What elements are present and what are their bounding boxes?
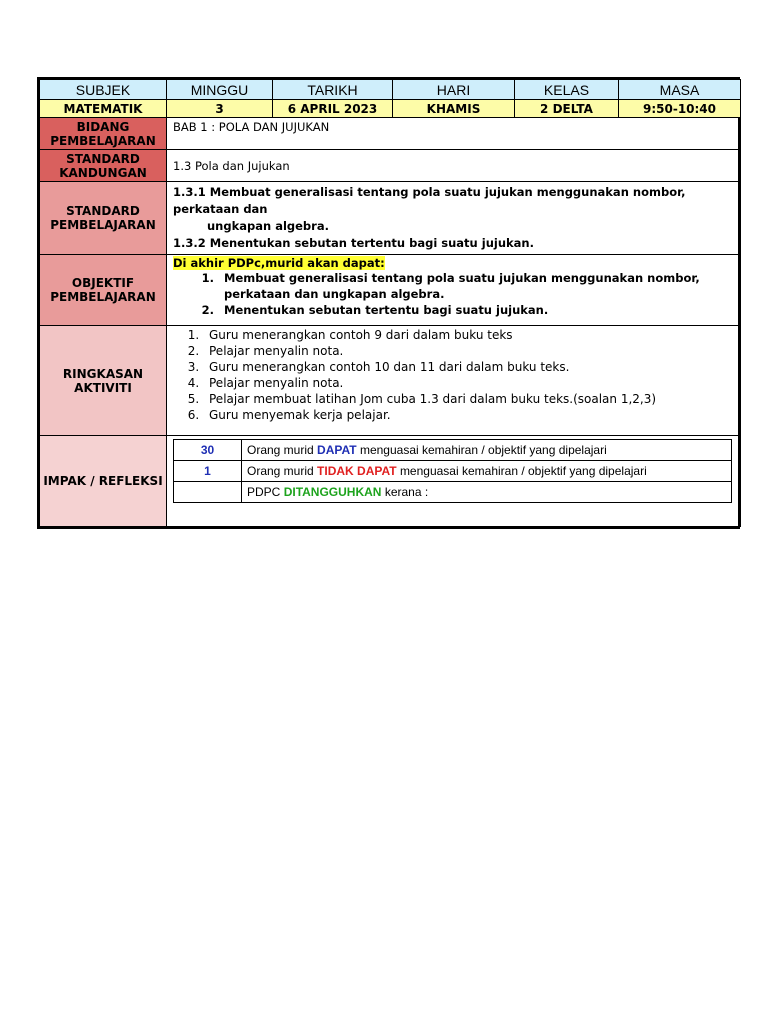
ditangguhkan-post: kerana : [384,485,429,499]
bidang-label: BIDANG PEMBELAJARAN [40,118,167,150]
ditangguhkan-pre: PDPC [247,485,281,499]
value-hari: KHAMIS [393,100,515,118]
objektif-row [40,255,741,326]
ditangguhkan-count [174,482,242,503]
objektif-item: 1. Membuat generalisasi tentang pola suatu jujukan menggunakan nombor, perkataan dan ungkapan algebra. [218,270,734,302]
impak-row-dapat [174,440,732,461]
tidak-dapat-text [242,461,732,482]
ditangguhkan-text [242,482,732,503]
header-labels-row [40,80,741,100]
impak-row-ditangguhkan [174,482,732,503]
objektif-intro: Di akhir PDPc,murid akan dapat: [173,256,385,270]
bidang-row [40,118,741,150]
aktiviti-item: 3. Guru menerangkan contoh 10 dan 11 dari dalam buku teks. [203,359,734,375]
aktiviti-item: 4. Pelajar menyalin nota. [203,375,734,391]
dapat-count: 30 [174,440,242,461]
aktiviti-item: 2. Pelajar menyalin nota. [203,343,734,359]
header-subjek: SUBJEK [40,80,167,100]
impak-table [173,439,732,503]
lesson-plan-table [39,79,741,527]
kandungan-content: 1.3 Pola dan Jujukan [167,150,741,182]
kandungan-label: STANDARD KANDUNGAN [40,150,167,182]
impak-row [40,436,741,527]
standard-line-2: 1.3.2 Menentukan sebutan tertentu bagi suatu jujukan. [173,236,534,250]
header-values-row [40,100,741,118]
bidang-content: BAB 1 : POLA DAN JUJUKAN [167,118,741,150]
header-masa: MASA [619,80,741,100]
lesson-plan-sheet [37,77,740,529]
value-tarikh: 6 APRIL 2023 [273,100,393,118]
impak-content [167,436,741,527]
header-hari: HARI [393,80,515,100]
objektif-label: OBJEKTIF PEMBELAJARAN [40,255,167,326]
aktiviti-content [167,326,741,436]
dapat-text [242,440,732,461]
standard-content [167,182,741,255]
standard-row [40,182,741,255]
dapat-post: menguasai kemahiran / objektif yang dipelajari [359,443,607,457]
dapat-key: DAPAT [317,443,357,457]
standard-label: STANDARD PEMBELAJARAN [40,182,167,255]
kandungan-row [40,150,741,182]
aktiviti-item: 5. Pelajar membuat latihan Jom cuba 1.3 dari dalam buku teks.(soalan 1,2,3) [203,391,734,407]
header-tarikh: TARIKH [273,80,393,100]
tidak-dapat-count: 1 [174,461,242,482]
aktiviti-item: 6. Guru menyemak kerja pelajar. [203,407,734,423]
impak-label: IMPAK / REFLEKSI [40,436,167,527]
tidak-dapat-key: TIDAK DAPAT [317,464,397,478]
aktiviti-item: 1. Guru menerangkan contoh 9 dari dalam buku teks [203,327,734,343]
ditangguhkan-key: DITANGGUHKAN [283,485,382,499]
objektif-content [167,255,741,326]
impak-row-tidak-dapat [174,461,732,482]
standard-line-1b: ungkapan algebra. [207,219,329,233]
value-kelas: 2 DELTA [515,100,619,118]
value-subjek: MATEMATIK [40,100,167,118]
dapat-pre: Orang murid [247,443,314,457]
header-minggu: MINGGU [167,80,273,100]
aktiviti-label: RINGKASAN AKTIVITI [40,326,167,436]
value-masa: 9:50-10:40 [619,100,741,118]
aktiviti-list [173,327,734,423]
value-minggu: 3 [167,100,273,118]
aktiviti-row [40,326,741,436]
tidak-dapat-pre: Orang murid [247,464,314,478]
standard-line-1: 1.3.1 Membuat generalisasi tentang pola suatu jujukan menggunakan nombor, perkataan dan [173,185,686,216]
header-kelas: KELAS [515,80,619,100]
tidak-dapat-post: menguasai kemahiran / objektif yang dipelajari [399,464,647,478]
objektif-list [173,270,734,318]
objektif-item: 2. Menentukan sebutan tertentu bagi suatu jujukan. [218,302,734,318]
